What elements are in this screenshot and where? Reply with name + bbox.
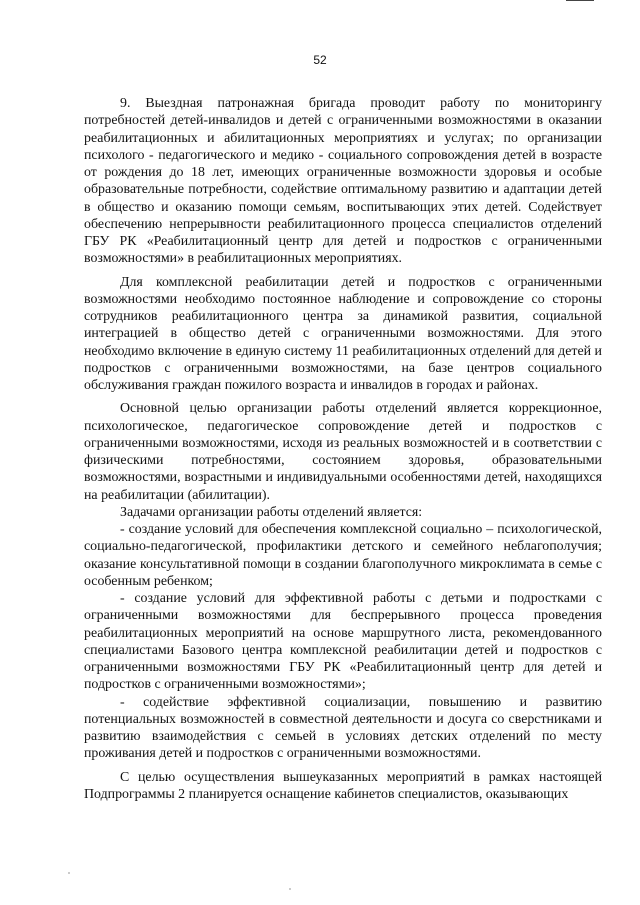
scan-speck	[68, 872, 70, 874]
scan-speck	[289, 888, 291, 890]
scan-corner-mark	[566, 0, 594, 4]
document-body	[84, 95, 602, 803]
paragraph-brigade: 9. Выездная патронажная бригада проводит работу по мониторингу потребностей детей-инвалидов и детей с ограниченными возможностями в оказании реабилитационных и абилитационных мероприятиях и услугах; по организации психолого - педагогического и медико - социального сопровождения детей в возрасте от рождения до 18 лет, имеющих ограниченные возможности здоровья и особые образовательные потребности, содействие оптимальному развитию и адаптации детей в общество и оказанию помощи семьям, воспитывающих этих детей. Содействует обеспечению непрерывности реабилитационного процесса специалистов отделений ГБУ РК «Реабилитационный центр для детей и подростков с ограниченными возможностями» в реабилитационных мероприятиях.	[84, 96, 602, 267]
paragraph-tasks-heading: Задачами организации работы отделений является:	[120, 504, 423, 520]
list-item-conditions-work: - создание условий для эффективной работы с детьми и подростками с ограниченными возможностями для беспрерывного процесса проведения реабилитационных мероприятий на основе маршрутного листа, рекомендованного специалистами Базового центра комплексной реабилитации детей и подростков с ограниченными возможностями ГБУ РК «Реабилитационный центр для детей и подростков с ограниченными возможностями»;	[84, 591, 602, 693]
paragraph-equipment: С целью осуществления вышеуказанных мероприятий в рамках настоящей Подпрограммы 2 планируется оснащение кабинетов специалистов, оказывающих	[84, 769, 602, 802]
list-item-socialization: - содействие эффективной социализации, повышению и развитию потенциальных возможностей в совместной деятельности и досуга со сверстниками и развитию взаимодействия с семьей в условиях детских отделений по месту проживания детей и подростков с ограниченными возможностями.	[84, 694, 602, 762]
paragraph-main-goal: Основной целью организации работы отделений является коррекционное, психологическое, педагогическое сопровождение детей и подростков с ограниченными возможностями, исходя из реальных возможностей и в соответствии с физическими потребностями, состоянием здоровья, образовательными возможностями, возрастными и индивидуальными особенностями детей, находящихся на реабилитации (абилитации).	[84, 401, 602, 503]
paragraph-complex-rehabilitation: Для комплексной реабилитации детей и подростков с ограниченными возможностями необходимо постоянное наблюдение и сопровождение со стороны сотрудников реабилитационного центра за динамикой развития, социальной интеграцией в общество детей с ограниченными возможностями. Для этого необходимо включение в единую систему 11 реабилитационных отделений для детей и подростков с ограниченными возможностями, на базе центров социального обслуживания граждан пожилого возраста и инвалидов в городах и районах.	[84, 274, 602, 393]
list-item-conditions-support: - создание условий для обеспечения комплексной социально – психологической, социально-педагогической, профилактики детского и семейного неблагополучия; оказание консультативной помощи в создании благополучного микроклимата в семье с особенным ребенком;	[84, 522, 602, 589]
page-number: 52	[313, 53, 327, 67]
